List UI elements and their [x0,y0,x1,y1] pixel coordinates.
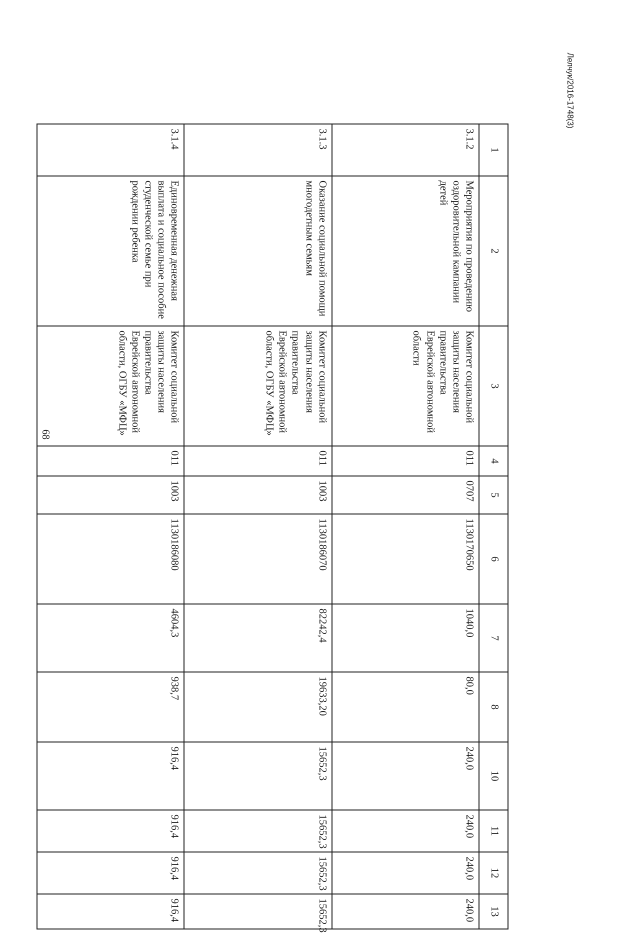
header-cell: 13 [479,894,508,929]
table-row [37,124,184,929]
value-cell: 240,0 [332,742,479,810]
value-cell: 15652,3 [184,852,331,894]
value-cell: 4604,3 [37,604,184,672]
header-cell: 3 [479,326,508,446]
table-row [184,124,331,929]
responsible-party: Комитет социальной защиты населения правительства Еврейской автономной области, ОГБУ «МФЦ» [37,326,184,446]
code-cell: 1003 [37,476,184,514]
code-cell: 1130186070 [184,514,331,604]
header-cell: 10 [479,742,508,810]
value-cell: 916,4 [37,894,184,929]
table-row [332,124,479,929]
value-cell: 15652,3 [184,810,331,852]
responsible-party: Комитет социальной защиты населения правительства Еврейской автономной области [332,326,479,446]
header-cell: 12 [479,852,508,894]
code-cell: 1130186080 [37,514,184,604]
code-cell: 1130170650 [332,514,479,604]
row-number: 3.1.2 [332,124,479,176]
row-number: 3.1.4 [37,124,184,176]
code-cell: 1003 [184,476,331,514]
measure-name: Оказание социальной помощи многодетным семьям [184,176,331,326]
page-number: 68 [39,429,51,440]
header-cell: 7 [479,604,508,672]
value-cell: 240,0 [332,810,479,852]
rotated-table-wrapper [37,124,509,933]
row-number: 3.1.3 [184,124,331,176]
header-cell: 6 [479,514,508,604]
code-cell: 011 [37,446,184,476]
header-cell: 2 [479,176,508,326]
header-cell: 5 [479,476,508,514]
measure-name: Мероприятия по проведению оздоровительной кампании детей [332,176,479,326]
value-cell: 916,4 [37,852,184,894]
value-cell: 1040,0 [332,604,479,672]
document-stamp: Лелчук/2016-1748(3) [565,52,575,129]
value-cell: 15652,3 [184,742,331,810]
value-cell: 916,4 [37,742,184,810]
code-cell: 0707 [332,476,479,514]
value-cell: 15652,3 [184,894,331,929]
value-cell: 240,0 [332,852,479,894]
budget-table [37,124,509,933]
value-cell: 240,0 [332,894,479,929]
header-cell: 11 [479,810,508,852]
header-row [479,124,508,929]
measure-name: Единовременная денежная выплата и социальное пособие студенческой семье при рождении ребенка [37,176,184,326]
value-cell: 80,0 [332,672,479,742]
value-cell: 938,7 [37,672,184,742]
header-cell: 4 [479,446,508,476]
code-cell: 011 [332,446,479,476]
code-cell: 011 [184,446,331,476]
header-cell: 1 [479,124,508,176]
value-cell: 916,4 [37,810,184,852]
header-cell: 8 [479,672,508,742]
responsible-party: Комитет социальной защиты населения правительства Еврейской автономной области, ОГБУ «МФЦ» [184,326,331,446]
value-cell: 19633,20 [184,672,331,742]
value-cell: 82242,4 [184,604,331,672]
